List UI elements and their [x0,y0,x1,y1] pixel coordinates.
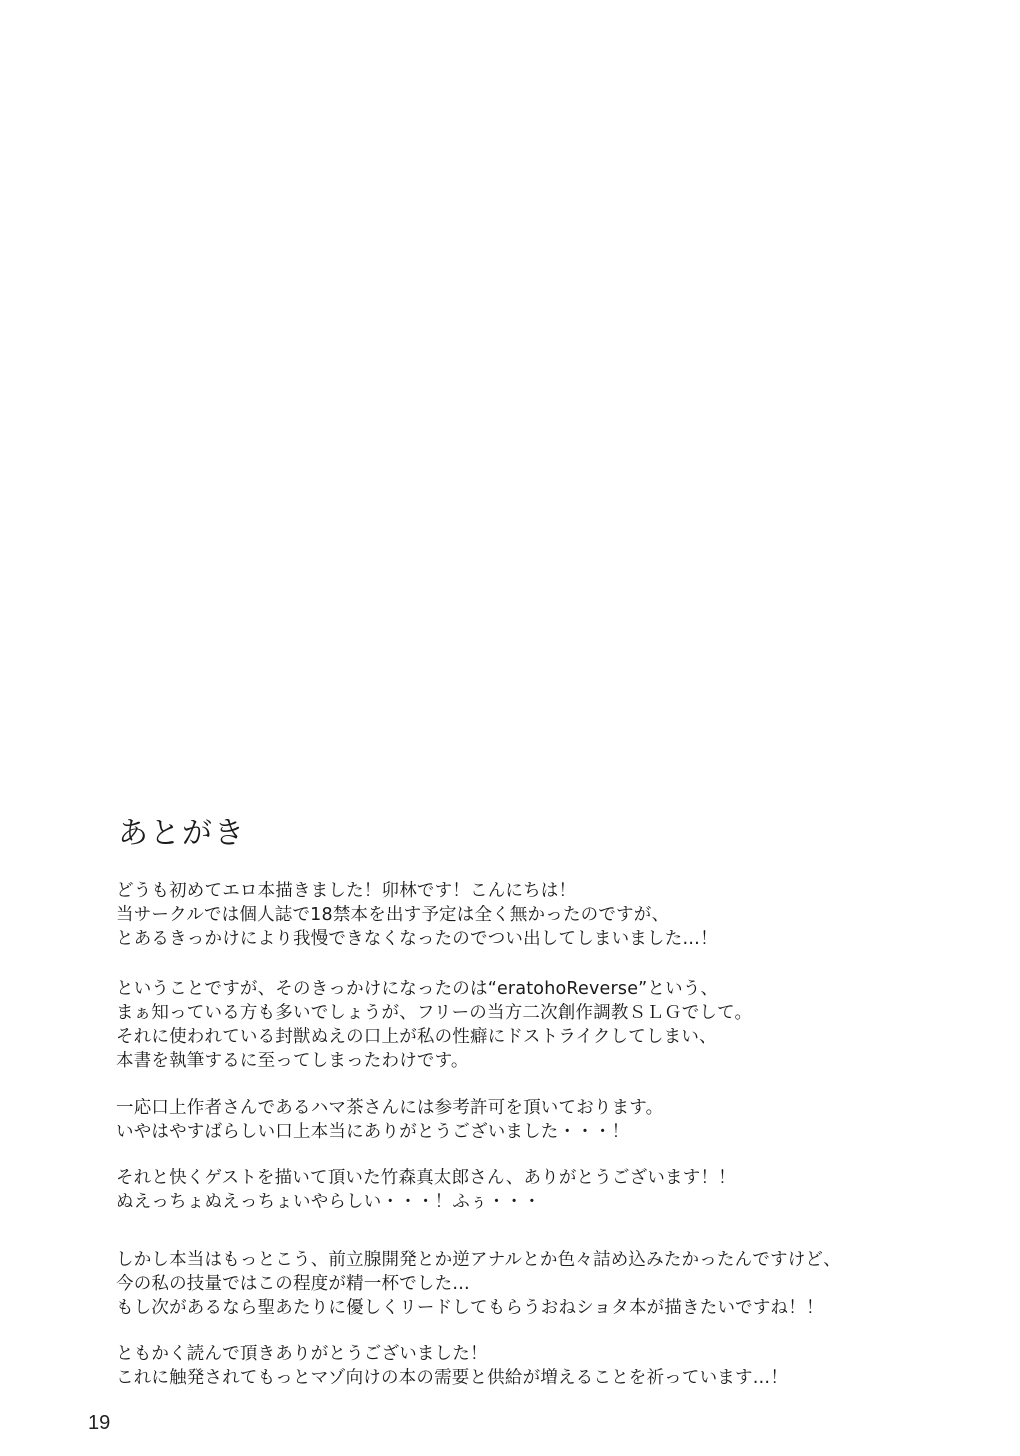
text-line: 一応口上作者さんであるハマ茶さんには参考許可を頂いております。 [116,1098,664,1118]
text-line: まぁ知っている方も多いでしょうが、フリーの当方二次創作調教ＳＬＧでして。 [116,1003,753,1023]
text-line: いやはやすばらしい口上本当にありがとうございました・・・！ [116,1122,630,1142]
text-line: これに触発されてもっとマゾ向けの本の需要と供給が増えることを祈っています…！ [116,1368,789,1388]
text-line: 今の私の技量ではこの程度が精一杯でした… [116,1274,470,1294]
text-line: とあるきっかけにより我慢できなくなったのでつい出してしまいました…！ [116,929,718,949]
page-number: 19 [88,1412,111,1434]
text-line: 本書を執筆するに至ってしまったわけです。 [116,1051,469,1071]
text-line: もし次があるなら聖あたりに優しくリードしてもらうおねショタ本が描きたいですね！！ [116,1298,824,1318]
text-line: 当サークルでは個人誌で18禁本を出す予定は全く無かったのですが、 [116,905,670,925]
text-line: ぬえっちょぬえっちょいやらしい・・・！ふぅ・・・ [116,1192,541,1212]
text-line: それと快くゲストを描いて頂いた竹森真太郎さん、ありがとうございます！！ [116,1168,736,1188]
text-line: それに使われている封獣ぬえの口上が私の性癖にドストライクしてしまい、 [116,1027,717,1047]
text-line: どうも初めてエロ本描きました！卯林です！こんにちは！ [116,881,577,901]
text-line: ともかく読んで頂きありがとうございました！ [116,1344,488,1364]
text-line: ということですが、そのきっかけになったのは“eratohoReverse”という、 [116,979,719,999]
afterword-heading: あとがき [118,816,246,851]
text-line: しかし本当はもっとこう、前立腺開発とか逆アナルとか色々詰め込みたかったんですけど、 [116,1250,841,1270]
